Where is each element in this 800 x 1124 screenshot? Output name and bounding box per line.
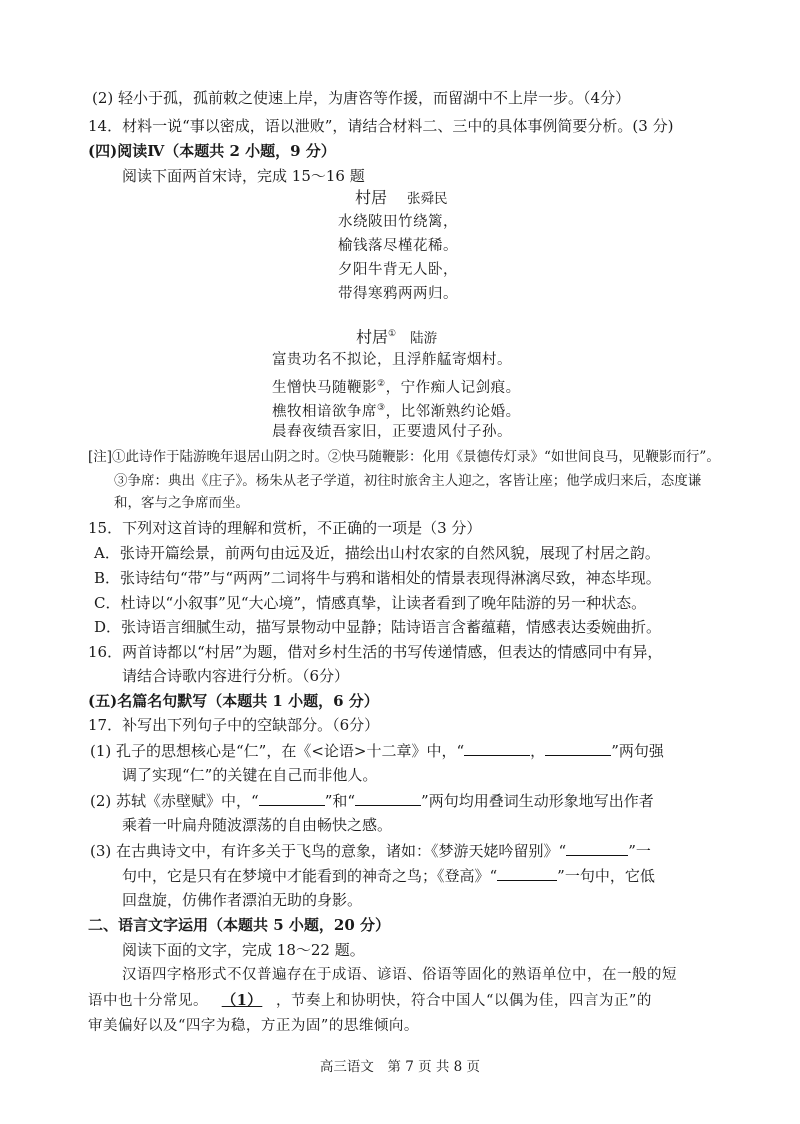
note-3: 和，客与之争席而坐。 xyxy=(114,495,249,511)
poem2-line-2-a: 生憎快马随鞭影 xyxy=(272,379,377,396)
q17-item2-blank-1[interactable] xyxy=(259,791,325,806)
q17-item2-b: ”两句均用叠词生动形象地写出作者 xyxy=(421,792,654,810)
poem2-line-2-b: ，宁作痴人记剑痕。 xyxy=(385,379,521,396)
q17-item3-line3: 回盘旋，仿佛作者漂泊无助的身影。 xyxy=(122,891,363,909)
part2-p2a: 语中也十分常见。 xyxy=(88,993,208,1009)
q15-stem: 15．下列对这首诗的理解和赏析，不正确的一项是（3 分） xyxy=(88,519,482,537)
q17-item3-a: (3) 在古典诗文中，有许多关于飞鸟的意象，诸如：《梦游天姥吟留别》“ xyxy=(90,842,567,860)
poem1-author: 张舜民 xyxy=(407,191,448,207)
poem1-line-1: 水绕陂田竹绕篱， xyxy=(338,214,458,230)
q17-item3-c: 句中，它是只有在梦境中才能看到的神奇之鸟；《登高》“ xyxy=(122,867,498,885)
part2-paragraph-line2 xyxy=(88,991,652,1011)
q14: 14．材料一说“事以密成，语以泄败”，请结合材料二、三中的具体事例简要分析。(3 分) xyxy=(88,117,674,135)
q15-option-b: B．张诗结句“带”与“两两”二词将牛与鸦和谐相处的情景表现得淋漓尽致，神态毕现。 xyxy=(94,569,661,587)
poem1-title xyxy=(355,188,448,209)
q17-item2-line2: 乘着一叶扁舟随波漂荡的自由畅快之感。 xyxy=(122,816,393,834)
q17-item3-d: ”一句中，它低 xyxy=(557,867,655,885)
q17-item1-blank-1[interactable] xyxy=(464,741,530,756)
part2-paragraph-line3: 审美偏好以及“四字为稳，方正为固”的思维倾向。 xyxy=(88,1018,419,1034)
poem2-line-1-text: 富贵功名不拟论，且浮舴艋寄烟村。 xyxy=(272,352,512,368)
q15-option-a: A．张诗开篇绘景，前两句由远及近，描绘出山村农家的自然风貌，展现了村居之韵。 xyxy=(94,544,660,562)
section4-heading: (四)阅读Ⅳ（本题共 2 小题，9 分） xyxy=(88,142,336,160)
q17-item3-line1 xyxy=(90,841,651,861)
poem2-line-4 xyxy=(272,422,512,442)
q17-item3-line2 xyxy=(122,866,655,886)
note-2: ③争席：典出《庄子》。杨朱从老子学道，初往时旅舍主人迎之，客皆让座；他学成归来后，态度谦 xyxy=(114,473,702,489)
q17-item2-a: (2) 苏轼《赤壁赋》中，“ xyxy=(90,792,259,810)
poem2-line-1 xyxy=(272,350,512,370)
poem2-line-2 xyxy=(272,374,521,398)
poem2-line-4-text: 晨舂夜绩吾家旧，正要遗风付子孙。 xyxy=(272,424,512,440)
poem2-title-text: 村居 xyxy=(356,327,389,347)
poem2-title-note-mark: ① xyxy=(388,329,397,339)
q17-item2-line1 xyxy=(90,791,654,811)
q17-item1-blank-2[interactable] xyxy=(545,741,611,756)
q17-item3-b: ”一 xyxy=(628,842,651,860)
poem1-title-text: 村居 xyxy=(355,188,388,207)
poem1-line-3: 夕阳牛背无人卧， xyxy=(338,262,458,278)
poem2-title xyxy=(356,324,437,348)
q15-option-c: C．杜诗以“小叙事”见“大心境”，情感真挚，让读者看到了晚年陆游的另一种状态。 xyxy=(94,594,647,612)
q16-line-2: 请结合诗歌内容进行分析。（6分） xyxy=(122,667,350,685)
q15-option-d: D．张诗语言细腻生动，描写景物动中显静；陆诗语言含蓄蕴藉，情感表达委婉曲折。 xyxy=(94,618,662,636)
poem2-line-3-a: 樵牧相谙欲争席 xyxy=(272,403,377,420)
q17-item1-comma: ， xyxy=(530,742,546,760)
q16-line-1: 16．两首诗都以“村居”为题，借对乡村生活的书写传递情感，但表达的情感同中有异， xyxy=(88,643,663,661)
part2-p2b: ，节奏上和协明快，符合中国人“以偶为佳，四言为正”的 xyxy=(276,993,652,1009)
q13-item2: (2) 轻小于孤，孤前敕之使速上岸，为唐咨等作援，而留湖中不上岸一步。（4分） xyxy=(92,89,631,107)
poem1-line-2: 榆钱落尽槿花稀。 xyxy=(338,238,458,254)
part2-blank-1[interactable]: （1） xyxy=(221,992,263,1009)
part2-instruction: 阅读下面的文字，完成 18～22 题。 xyxy=(122,941,365,959)
q17-item2-blank-2[interactable] xyxy=(355,791,421,806)
poem2-note-mark-2: ② xyxy=(377,379,386,389)
poem2-line-3 xyxy=(272,398,521,422)
q17-item1-line2: 调了实现“仁”的关键在自己而非他人。 xyxy=(122,766,378,784)
q17-item3-blank-1[interactable] xyxy=(566,841,628,856)
note-1: [注]①此诗作于陆游晚年退居山阴之时。②快马随鞭影：化用《景德传灯录》“如世间良马，见鞭影而行”。 xyxy=(88,449,720,465)
poem2-note-mark-3: ③ xyxy=(377,403,386,413)
poem1-line-4: 带得寒鸦两两归。 xyxy=(338,286,458,302)
poem2-line-3-b: ，比邻渐熟约论婚。 xyxy=(385,403,521,420)
q17-item1-line1 xyxy=(90,741,664,761)
part2-paragraph-line1: 汉语四字格形式不仅普遍存在于成语、谚语、俗语等固化的熟语单位中，在一般的短 xyxy=(122,967,677,983)
q17-item1-a: (1) 孔子的思想核心是“仁”，在《<论语>十二章》中，“ xyxy=(90,742,465,760)
page-footer: 高三语文 第 7 页 共 8 页 xyxy=(319,1059,481,1075)
section5-heading: (五)名篇名句默写（本题共 1 小题，6 分） xyxy=(88,692,379,710)
poem2-author: 陆游 xyxy=(410,330,438,347)
q17-stem: 17．补写出下列句子中的空缺部分。（6分） xyxy=(88,716,380,734)
q17-item1-b: ”两句强 xyxy=(611,742,664,760)
q17-item2-and: ”和“ xyxy=(324,792,356,810)
q17-item3-blank-2[interactable] xyxy=(497,866,557,881)
part2-heading: 二、语言文字运用（本题共 5 小题，20 分） xyxy=(88,916,390,934)
section4-instruction: 阅读下面两首宋诗，完成 15～16 题 xyxy=(122,167,365,185)
